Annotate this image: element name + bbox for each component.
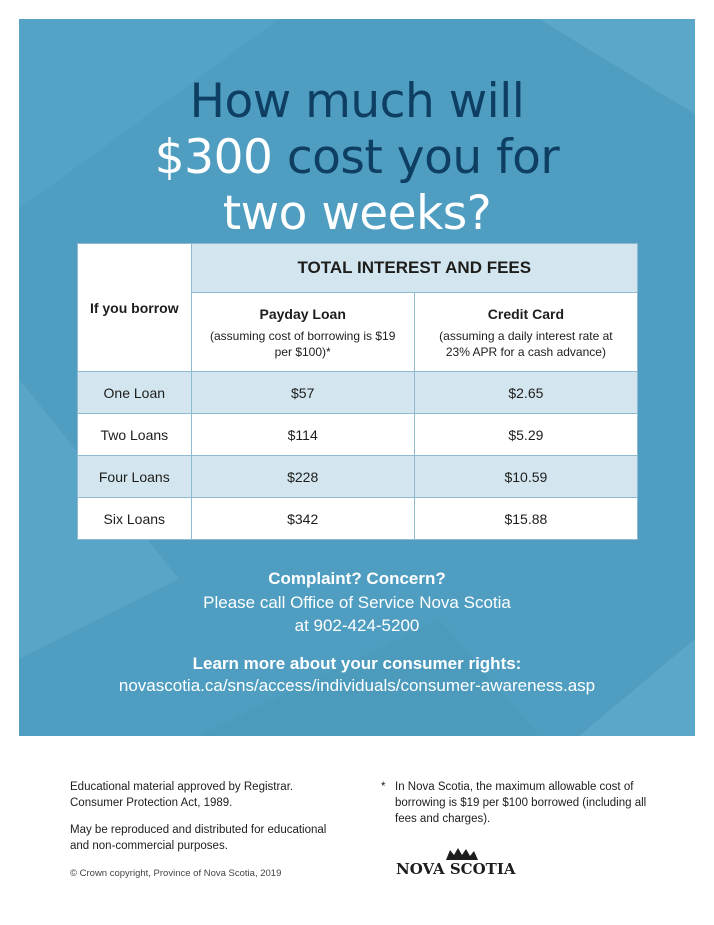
row-label: Two Loans	[78, 414, 192, 456]
complaint-heading: Complaint? Concern?	[268, 569, 446, 588]
row-label: Four Loans	[78, 456, 192, 498]
headline-line-1: How much will	[189, 74, 525, 129]
column-note: (assuming cost of borrowing is $19 per $100)*	[209, 329, 396, 359]
column-name: Credit Card	[487, 306, 564, 322]
table-row	[78, 498, 638, 540]
payday-cost: $114	[191, 414, 414, 456]
payday-cost: $57	[191, 372, 414, 414]
table-row	[78, 456, 638, 498]
cost-comparison-table	[77, 243, 638, 540]
info-panel	[19, 19, 695, 736]
credit-cost: $15.88	[414, 498, 637, 540]
column-note: (assuming a daily interest rate at 23% APR for a cash advance)	[439, 329, 613, 359]
contact-phone: at 902-424-5200	[294, 616, 420, 635]
footnote-text: In Nova Scotia, the maximum allowable cost of borrowing is $19 per $100 borrowed (including all fees and charges).	[395, 781, 647, 825]
rights-heading: Learn more about your consumer rights:	[192, 654, 522, 673]
payday-cost: $228	[191, 456, 414, 498]
group-header: TOTAL INTEREST AND FEES	[191, 244, 637, 293]
row-label: Six Loans	[78, 498, 192, 540]
reproduction-note: May be reproduced and distributed for educational and non-commercial purposes.	[70, 824, 327, 852]
headline-line-2	[19, 130, 695, 186]
rights-url[interactable]: novascotia.ca/sns/access/individuals/consumer-awareness.asp	[118, 676, 596, 695]
nova-scotia-logo	[396, 846, 526, 882]
logo-text: NOVA SCOTIA	[396, 860, 516, 878]
credit-cost: $10.59	[414, 456, 637, 498]
credit-cost: $5.29	[414, 414, 637, 456]
row-label: One Loan	[78, 372, 192, 414]
credit-cost: $2.65	[414, 372, 637, 414]
copyright-note: © Crown copyright, Province of Nova Scotia, 2019	[70, 868, 282, 879]
credit-card-header	[414, 293, 637, 372]
column-name: Payday Loan	[259, 306, 346, 322]
table-row	[78, 372, 638, 414]
headline-amount: $300	[154, 130, 273, 185]
payday-cost: $342	[191, 498, 414, 540]
headline	[19, 74, 695, 242]
headline-line-3: two weeks?	[222, 186, 492, 241]
approval-note: Educational material approved by Registrar. Consumer Protection Act, 1989.	[70, 781, 294, 809]
contact-line-1: Please call Office of Service Nova Scotia	[203, 593, 511, 612]
payday-loan-header	[191, 293, 414, 372]
headline-line-2-rest: cost you for	[272, 130, 560, 185]
table-row	[78, 414, 638, 456]
borrow-header: If you borrow	[78, 244, 192, 372]
footnote-marker: *	[381, 781, 386, 793]
footnote	[381, 779, 661, 827]
